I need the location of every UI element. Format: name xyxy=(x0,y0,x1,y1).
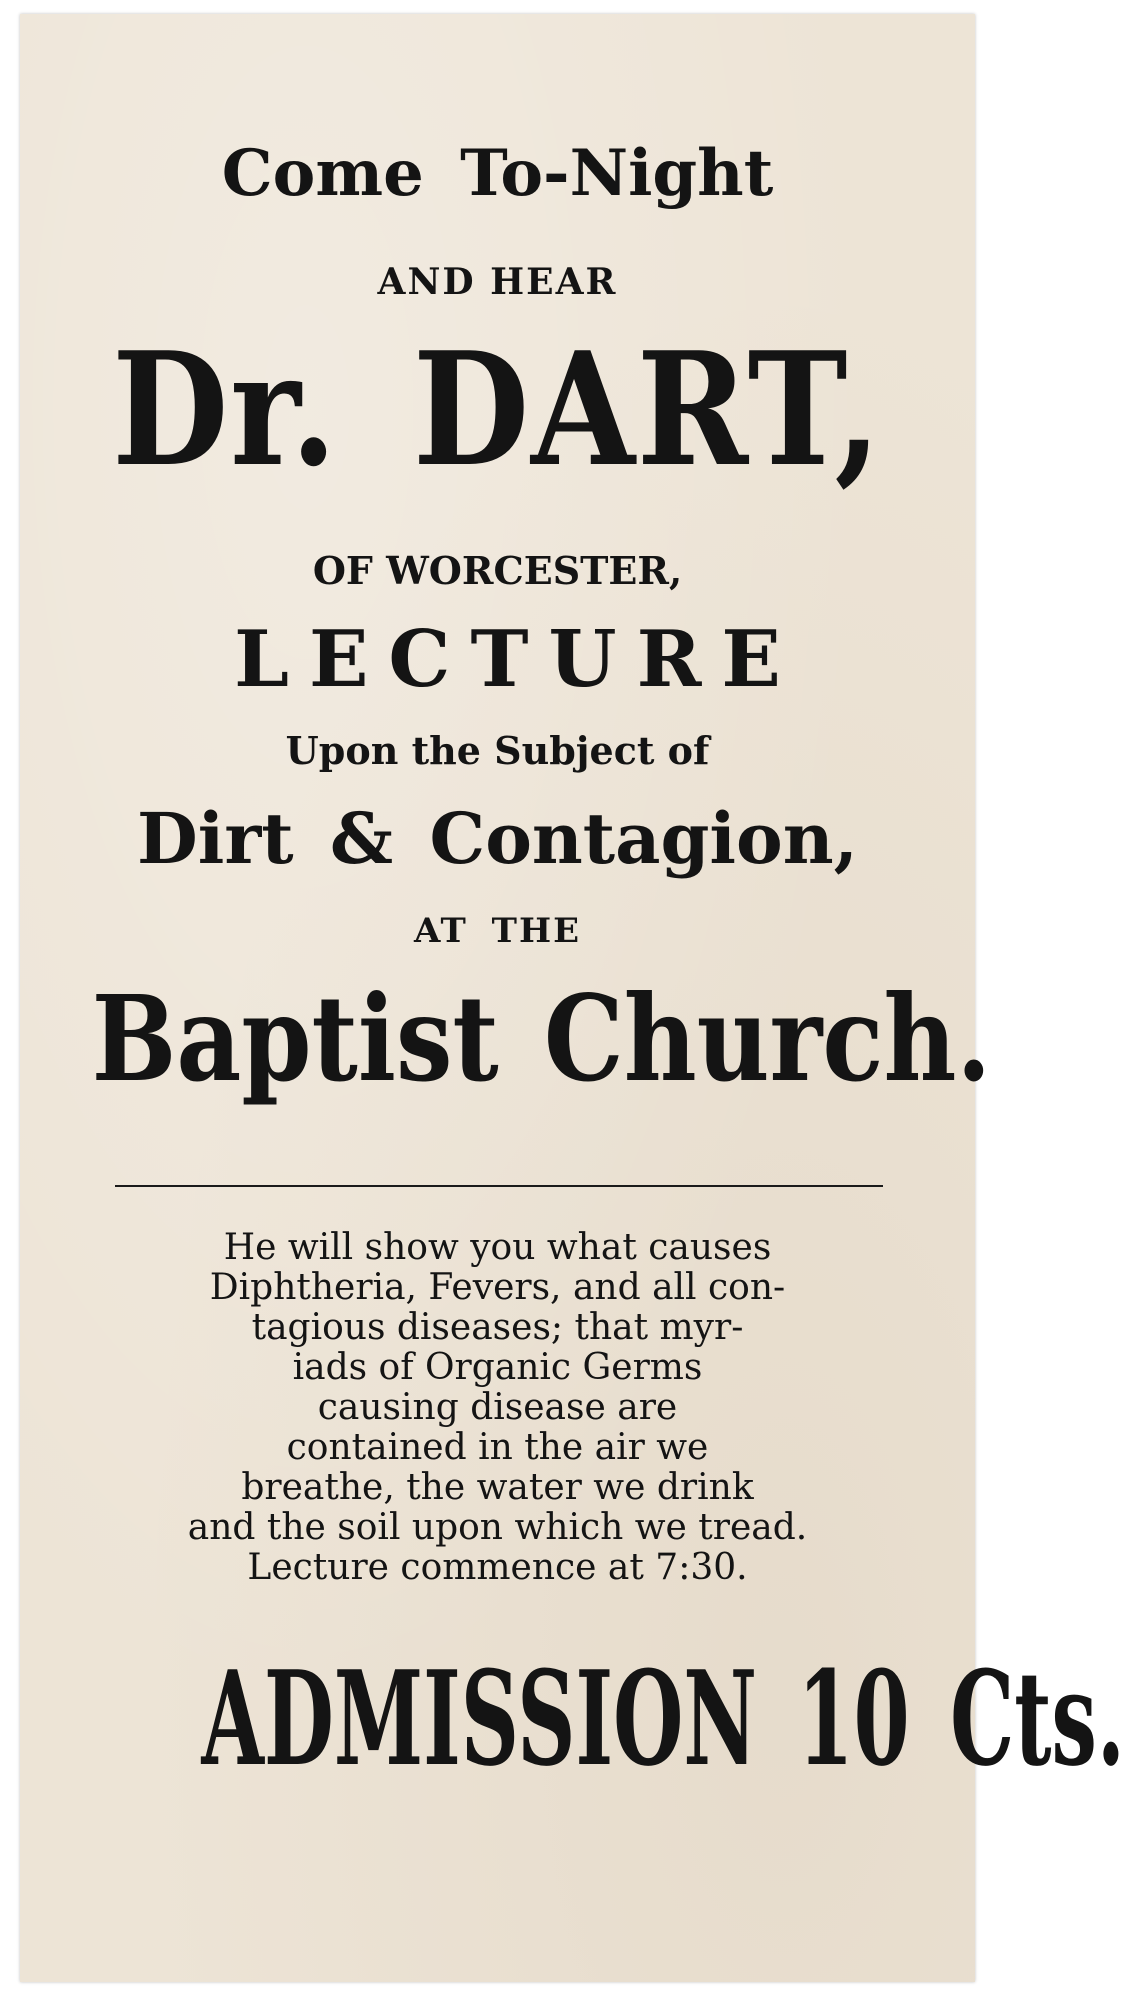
description-line: He will show you what causes xyxy=(223,1227,772,1268)
poster-sheet xyxy=(20,14,1125,1982)
subject-intro: Upon the Subject of xyxy=(285,728,710,773)
venue-name: Baptist Church. xyxy=(91,969,992,1108)
start-time-line: Lecture commence at 7:30. xyxy=(247,1547,748,1588)
description-line: contained in the air we xyxy=(286,1427,709,1468)
divider-rule xyxy=(115,1185,883,1187)
description-line: breathe, the water we drink xyxy=(241,1467,754,1508)
description-line: tagious diseases; that myr- xyxy=(251,1307,744,1348)
at-the-line: AT THE xyxy=(414,911,581,951)
speaker-headline: Dr. DART, xyxy=(112,318,883,501)
speaker-origin: OF WORCESTER, xyxy=(312,548,683,593)
description-line: Diphtheria, Fevers, and all con- xyxy=(209,1267,786,1308)
come-tonight-line: Come To-Night xyxy=(221,136,774,211)
description-line: causing disease are xyxy=(317,1387,678,1428)
lecture-heading: LECTURE xyxy=(234,614,801,705)
admission-price: ADMISSION 10 Cts. xyxy=(201,1642,1125,1795)
description-line: iads of Organic Germs xyxy=(292,1347,703,1388)
description-paragraph xyxy=(80,1228,915,1588)
and-hear-line: AND HEAR xyxy=(377,261,618,303)
description-line: and the soil upon which we tread. xyxy=(187,1507,808,1548)
lecture-subject: Dirt & Contagion, xyxy=(137,797,858,880)
